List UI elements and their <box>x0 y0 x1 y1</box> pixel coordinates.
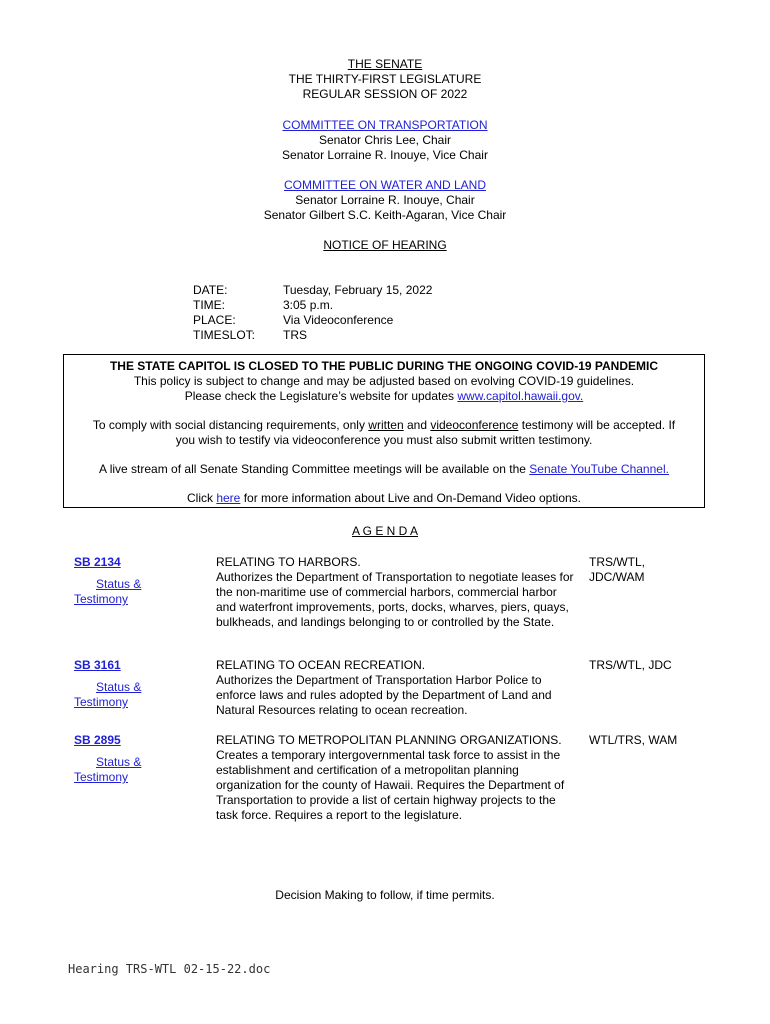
detail-label: TIME: <box>193 298 225 312</box>
comply-written: written <box>368 418 404 432</box>
detail-label: PLACE: <box>193 313 236 327</box>
committee-chair: Senator Lorraine R. Inouye, Chair <box>295 193 475 207</box>
referral-line: WTL/TRS, WAM <box>589 733 678 747</box>
bill-link-sb2134[interactable]: SB 2134 <box>74 555 121 569</box>
notice-of-hearing-title: NOTICE OF HEARING <box>323 238 447 252</box>
header-legislature: THE THIRTY-FIRST LEGISLATURE <box>288 72 482 86</box>
bill-title: RELATING TO OCEAN RECREATION. <box>216 658 426 672</box>
bill-summary: Creates a temporary intergovernmental task force to assist in the establishment and certification of a metropolitan planning organization for the county of Hawaii. Requires the Department of Transportation to provide a list of certain highway projects to the task force. Requires a report to the legislature. <box>216 748 565 822</box>
header-session: REGULAR SESSION OF 2022 <box>302 87 468 101</box>
detail-value: 3:05 p.m. <box>283 298 334 312</box>
document-filename-footer: Hearing TRS-WTL 02-15-22.doc <box>68 962 271 976</box>
comply-part: testimony will be accepted. If <box>518 418 676 432</box>
here-link[interactable]: here <box>216 491 241 505</box>
committee-transportation-link[interactable]: COMMITTEE ON TRANSPORTATION <box>282 118 488 132</box>
detail-row-place <box>193 313 432 328</box>
click-text <box>64 491 704 506</box>
bill-title: RELATING TO METROPOLITAN PLANNING ORGANIZATIONS. <box>216 733 562 747</box>
status-label: Status & <box>96 755 142 769</box>
bill-description <box>216 733 578 823</box>
status-testimony-link[interactable] <box>74 577 141 607</box>
committee-vice-chair: Senator Gilbert S.C. Keith-Agaran, Vice Chair <box>263 208 507 222</box>
comply-text <box>64 418 704 433</box>
status-label: Status & <box>96 577 142 591</box>
header-senate: THE SENATE <box>347 57 423 71</box>
hearing-details <box>193 283 432 343</box>
bill-description <box>216 658 578 718</box>
updates-prefix: Please check the Legislature’s website for updates <box>184 389 458 403</box>
bill-link-sb3161[interactable]: SB 3161 <box>74 658 121 672</box>
comply-videoconference: videoconference <box>430 418 519 432</box>
agenda-item <box>0 555 770 650</box>
bill-title: RELATING TO HARBORS. <box>216 555 361 569</box>
agenda-item <box>0 658 770 723</box>
click-prefix: Click <box>186 491 217 505</box>
bill-referral <box>589 658 709 673</box>
covid-notice-box <box>63 354 705 508</box>
testimony-label: Testimony <box>74 592 129 606</box>
updates-text <box>64 389 704 404</box>
capitol-website-link[interactable]: www.capitol.hawaii.gov. <box>457 389 584 403</box>
detail-value: Via Videoconference <box>283 313 394 327</box>
status-testimony-link[interactable] <box>74 755 141 785</box>
bill-referral <box>589 555 709 585</box>
detail-value: TRS <box>283 328 307 342</box>
detail-row-timeslot <box>193 328 432 343</box>
bill-referral <box>589 733 709 748</box>
committee-water-land-link[interactable]: COMMITTEE ON WATER AND LAND <box>283 178 486 192</box>
policy-text: This policy is subject to change and may be adjusted based on evolving COVID-19 guidelines. <box>133 374 635 388</box>
testimony-label: Testimony <box>74 695 129 709</box>
referral-line: TRS/WTL, <box>589 555 645 569</box>
click-suffix: for more information about Live and On-Demand Video options. <box>240 491 581 505</box>
decision-making-note: Decision Making to follow, if time permits. <box>275 888 495 902</box>
referral-line: JDC/WAM <box>589 570 645 584</box>
comply-part: To comply with social distancing requirements, only <box>92 418 369 432</box>
detail-row-date <box>193 283 432 298</box>
status-label: Status & <box>96 680 142 694</box>
bill-summary: Authorizes the Department of Transportation Harbor Police to enforce laws and rules adopted by the Department of Land and Natural Resources relating to ocean recreation. <box>216 673 552 717</box>
committee-vice-chair: Senator Lorraine R. Inouye, Vice Chair <box>282 148 488 162</box>
committee-transportation <box>0 118 770 163</box>
detail-label: DATE: <box>193 283 228 297</box>
committee-water-land <box>0 178 770 223</box>
bill-link-sb2895[interactable]: SB 2895 <box>74 733 121 747</box>
covid-heading: THE STATE CAPITOL IS CLOSED TO THE PUBLIC DURING THE ONGOING COVID-19 PANDEMIC <box>109 359 659 373</box>
youtube-channel-link[interactable]: Senate YouTube Channel. <box>529 462 669 476</box>
referral-line: TRS/WTL, JDC <box>589 658 672 672</box>
status-testimony-link[interactable] <box>74 680 141 710</box>
detail-value: Tuesday, February 15, 2022 <box>283 283 433 297</box>
committee-chair: Senator Chris Lee, Chair <box>318 133 452 147</box>
stream-text <box>64 462 704 477</box>
stream-prefix: A live stream of all Senate Standing Committee meetings will be available on the <box>99 462 530 476</box>
detail-label: TIMESLOT: <box>193 328 256 342</box>
agenda-title: A G E N D A <box>351 524 419 538</box>
comply-part: and <box>403 418 431 432</box>
testimony-label: Testimony <box>74 770 129 784</box>
bill-description <box>216 555 578 630</box>
bill-summary: Authorizes the Department of Transportation to negotiate leases for the non-maritime use of commercial harbors, commercial harbor and waterfront improvements, ports, docks, wharves, piers, quays, bulkheads, and landings belonging to or controlled by the State. <box>216 570 574 629</box>
document-header <box>0 57 770 102</box>
agenda-item <box>0 733 770 843</box>
detail-row-time <box>193 298 432 313</box>
comply-text-line2: you wish to testify via videoconference you must also submit written testimony. <box>175 433 593 447</box>
